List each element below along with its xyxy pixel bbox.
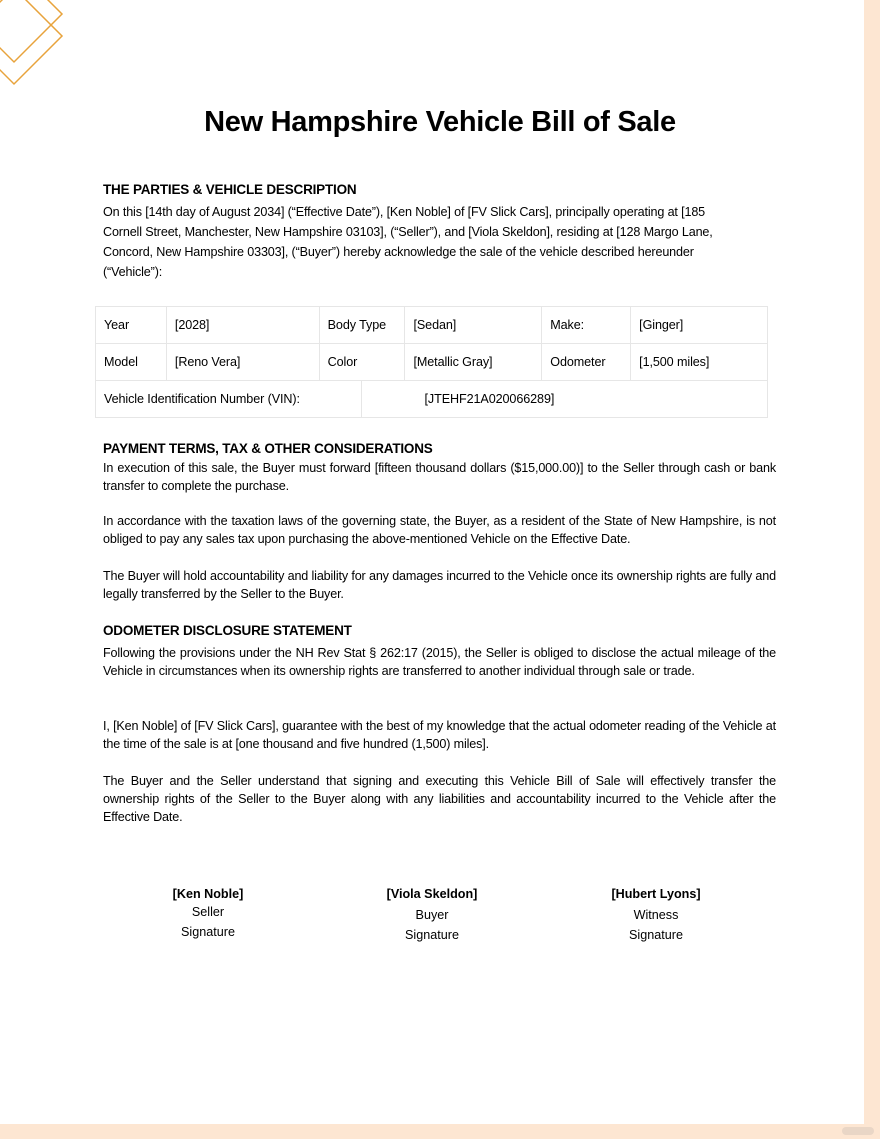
text-line: Cornell Street, Manchester, New Hampshire 03103], (“Seller”), and [Viola Skeldon], residing at [128 Margo Lane, xyxy=(103,225,713,239)
cell-label-body-type: Body Type xyxy=(319,307,405,344)
text-line: Concord, New Hampshire 03303], (“Buyer”) hereby acknowledge the sale of the vehicle described hereunder xyxy=(103,245,694,259)
cell-value-body-type: [Sedan] xyxy=(405,307,542,344)
cell-value-color: [Metallic Gray] xyxy=(405,344,542,381)
signature-block-witness xyxy=(566,884,746,945)
cell-label-year: Year xyxy=(96,307,167,344)
table-row xyxy=(96,344,768,381)
document-title: New Hampshire Vehicle Bill of Sale xyxy=(204,106,676,138)
watermark-badge xyxy=(842,1127,874,1135)
cell-label-color: Color xyxy=(319,344,405,381)
signature-label: Signature xyxy=(181,925,235,939)
odometer-paragraph-2: I, [Ken Noble] of [FV Slick Cars], guarantee with the best of my knowledge that the actual odometer reading of the Vehicle at the time of the sale is at [one thousand and five hundred (1,500) miles]. xyxy=(103,719,776,751)
section-heading-payment: PAYMENT TERMS, TAX & OTHER CONSIDERATIONS xyxy=(103,441,433,456)
signature-block-buyer xyxy=(342,884,522,945)
payment-paragraph-1: In execution of this sale, the Buyer must forward [fifteen thousand dollars ($15,000.00)] to the Seller through cash or bank transfer to complete the purchase. xyxy=(103,461,776,493)
transfer-paragraph: The Buyer and the Seller understand that signing and executing this Vehicle Bill of Sale will effectively transfer the ownership rights of the Seller to the Buyer along with any liabilities and accountability incurred to the Vehicle after the Effective Date. xyxy=(103,774,776,824)
section-heading-odometer: ODOMETER DISCLOSURE STATEMENT xyxy=(103,623,352,638)
signer-name: [Ken Noble] xyxy=(172,887,244,901)
signer-role: Seller xyxy=(191,905,225,919)
table-row xyxy=(96,307,768,344)
cell-label-vin: Vehicle Identification Number (VIN): xyxy=(96,381,362,418)
odometer-paragraph-1: Following the provisions under the NH Rev Stat § 262:17 (2015), the Seller is obliged to disclose the actual mileage of the Vehicle in circumstances when its ownership rights are transferred to another individual through sale or trade. xyxy=(103,646,776,678)
signer-role: Witness xyxy=(633,908,679,922)
cell-value-make: [Ginger] xyxy=(631,307,768,344)
cell-value-odometer: [1,500 miles] xyxy=(631,344,768,381)
parties-paragraph xyxy=(103,202,776,282)
cell-label-make: Make: xyxy=(542,307,631,344)
signer-role: Buyer xyxy=(415,908,449,922)
text-line: On this [14th day of August 2034] (“Effective Date”), [Ken Noble] of [FV Slick Cars], principally operating at [185 xyxy=(103,205,706,219)
signer-name: [Hubert Lyons] xyxy=(611,887,701,901)
table-row xyxy=(96,381,768,418)
cell-label-model: Model xyxy=(96,344,167,381)
vehicle-table xyxy=(95,306,768,381)
cell-label-odometer: Odometer xyxy=(542,344,631,381)
vin-table xyxy=(95,380,768,418)
page-border-right xyxy=(864,0,880,1139)
diamond-decoration-icon xyxy=(0,0,80,100)
text-line: (“Vehicle”): xyxy=(103,265,163,279)
cell-value-year: [2028] xyxy=(166,307,319,344)
signature-label: Signature xyxy=(405,928,459,942)
signer-name: [Viola Skeldon] xyxy=(386,887,478,901)
section-heading-parties: THE PARTIES & VEHICLE DESCRIPTION xyxy=(103,182,357,197)
cell-value-model: [Reno Vera] xyxy=(166,344,319,381)
page-border-bottom xyxy=(0,1124,880,1139)
signature-label: Signature xyxy=(629,928,683,942)
liability-paragraph: The Buyer will hold accountability and liability for any damages incurred to the Vehicle once its ownership rights are fully and legally transferred by the Seller to the Buyer. xyxy=(103,569,776,601)
tax-paragraph: In accordance with the taxation laws of the governing state, the Buyer, as a resident of the State of New Hampshire, is not obliged to pay any sales tax upon purchasing the above-mentioned Vehicle on the Effective Date. xyxy=(103,514,776,546)
cell-value-vin: [JTEHF21A020066289] xyxy=(361,381,767,418)
signature-block-seller xyxy=(118,884,298,942)
